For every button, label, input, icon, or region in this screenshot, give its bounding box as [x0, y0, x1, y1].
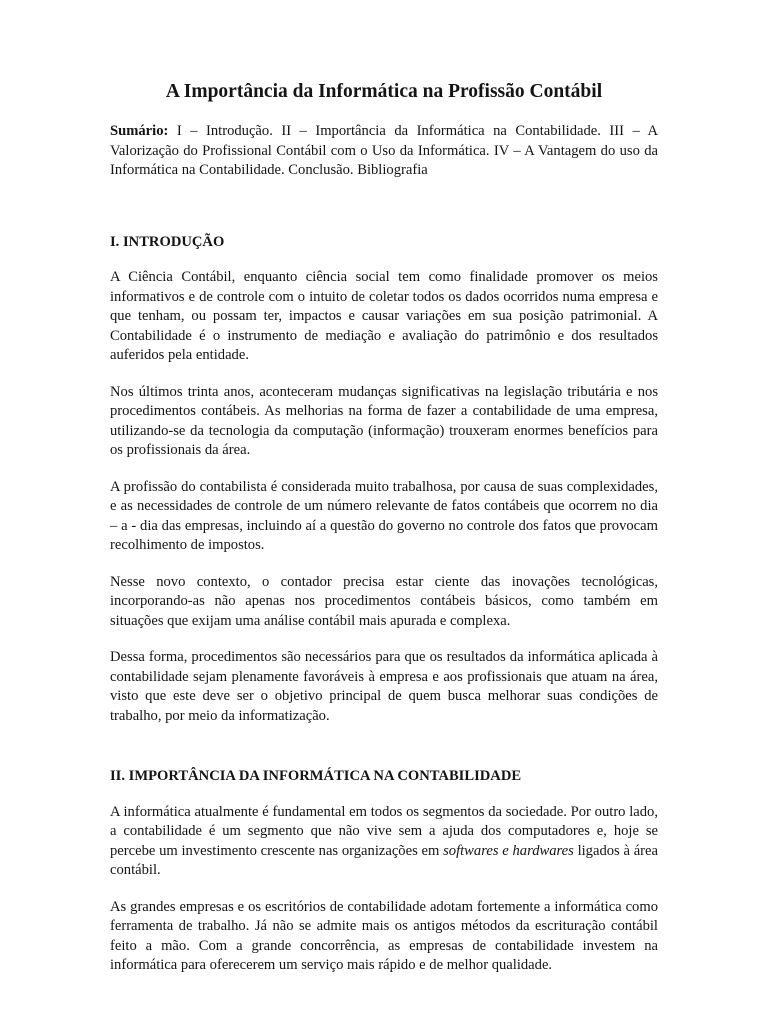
paragraph: As grandes empresas e os escritórios de contabilidade adotam fortemente a informática como ferramenta de trabalho. Já não se admite mais os antigos métodos da escrituração contábil feito a mão. Com a grande concorrência, as empresas de contabilidade investem na informática para oferecerem um serviço mais rápido e de melhor qualidade. — [110, 898, 658, 974]
summary — [110, 122, 658, 181]
paragraph-text: A informática atualmente é fundamental em todos os segmentos da sociedade. Por outro lado, a contabilidade é um segmento que não vive sem a ajuda dos computadores e, hoje se percebe um investimento crescente nas organizações em — [110, 803, 658, 859]
paragraph: A profissão do contabilista é considerada muito trabalhosa, por causa de suas complexidades, e as necessidades de controle de um número relevante de fatos contábeis que ocorrem no dia – a - dia das empresas, incluindo aí a questão do governo no controle dos fatos que provocam recolhimento de impostos. — [110, 478, 658, 554]
paragraph — [110, 803, 658, 881]
paragraph: Dessa forma, procedimentos são necessários para que os resultados da informática aplicada à contabilidade sejam plenamente favoráveis à empresa e aos profissionais que atuam na área, visto que este deve ser o objetivo principal de quem busca melhorar suas condições de trabalho, por meio da informatização. — [110, 649, 658, 724]
paragraph: Nesse novo contexto, o contador precisa estar ciente das inovações tecnológicas, incorporando-as não apenas nos procedimentos contábeis básicos, como também em situações que exijam uma análise contábil mais apurada e complexa. — [110, 573, 658, 629]
document-title: A Importância da Informática na Profissão Contábil — [165, 81, 603, 102]
summary-text: I – Introdução. II – Importância da Informática na Contabilidade. III – A Valorização do Profissional Contábil com o Uso da Informática. IV – A Vantagem do uso da Informática na Contabilidade. Conclusão. Bibliografia — [110, 123, 658, 179]
paragraph: Nos últimos trinta anos, aconteceram mudanças significativas na legislação tributária e nos procedimentos contábeis. As melhorias na forma de fazer a contabilidade de uma empresa, utilizando-se da tecnologia da computação (informação) trouxeram enormes benefícios para os profissionais da área. — [110, 383, 658, 459]
section-heading-introducao: I. INTRODUÇÃO — [110, 233, 225, 250]
emphasized-text: softwares e hardwares — [443, 842, 574, 859]
paragraph-text: ligados à área contábil. — [110, 842, 658, 879]
summary-label: Sumário: — [110, 123, 169, 140]
document-page — [110, 80, 658, 976]
section-heading-importancia: II. IMPORTÂNCIA DA INFORMÁTICA NA CONTABILIDADE — [110, 768, 522, 785]
paragraph: A Ciência Contábil, enquanto ciência social tem como finalidade promover os meios informativos e de controle com o intuito de coletar todos os dados ocorridos numa empresa e que tenham, ou possam ter, impactos e causar variações em sua posição patrimonial. A Contabilidade é o instrumento de mediação e avaliação do patrimônio e dos resultados auferidos pela entidade. — [110, 269, 658, 364]
